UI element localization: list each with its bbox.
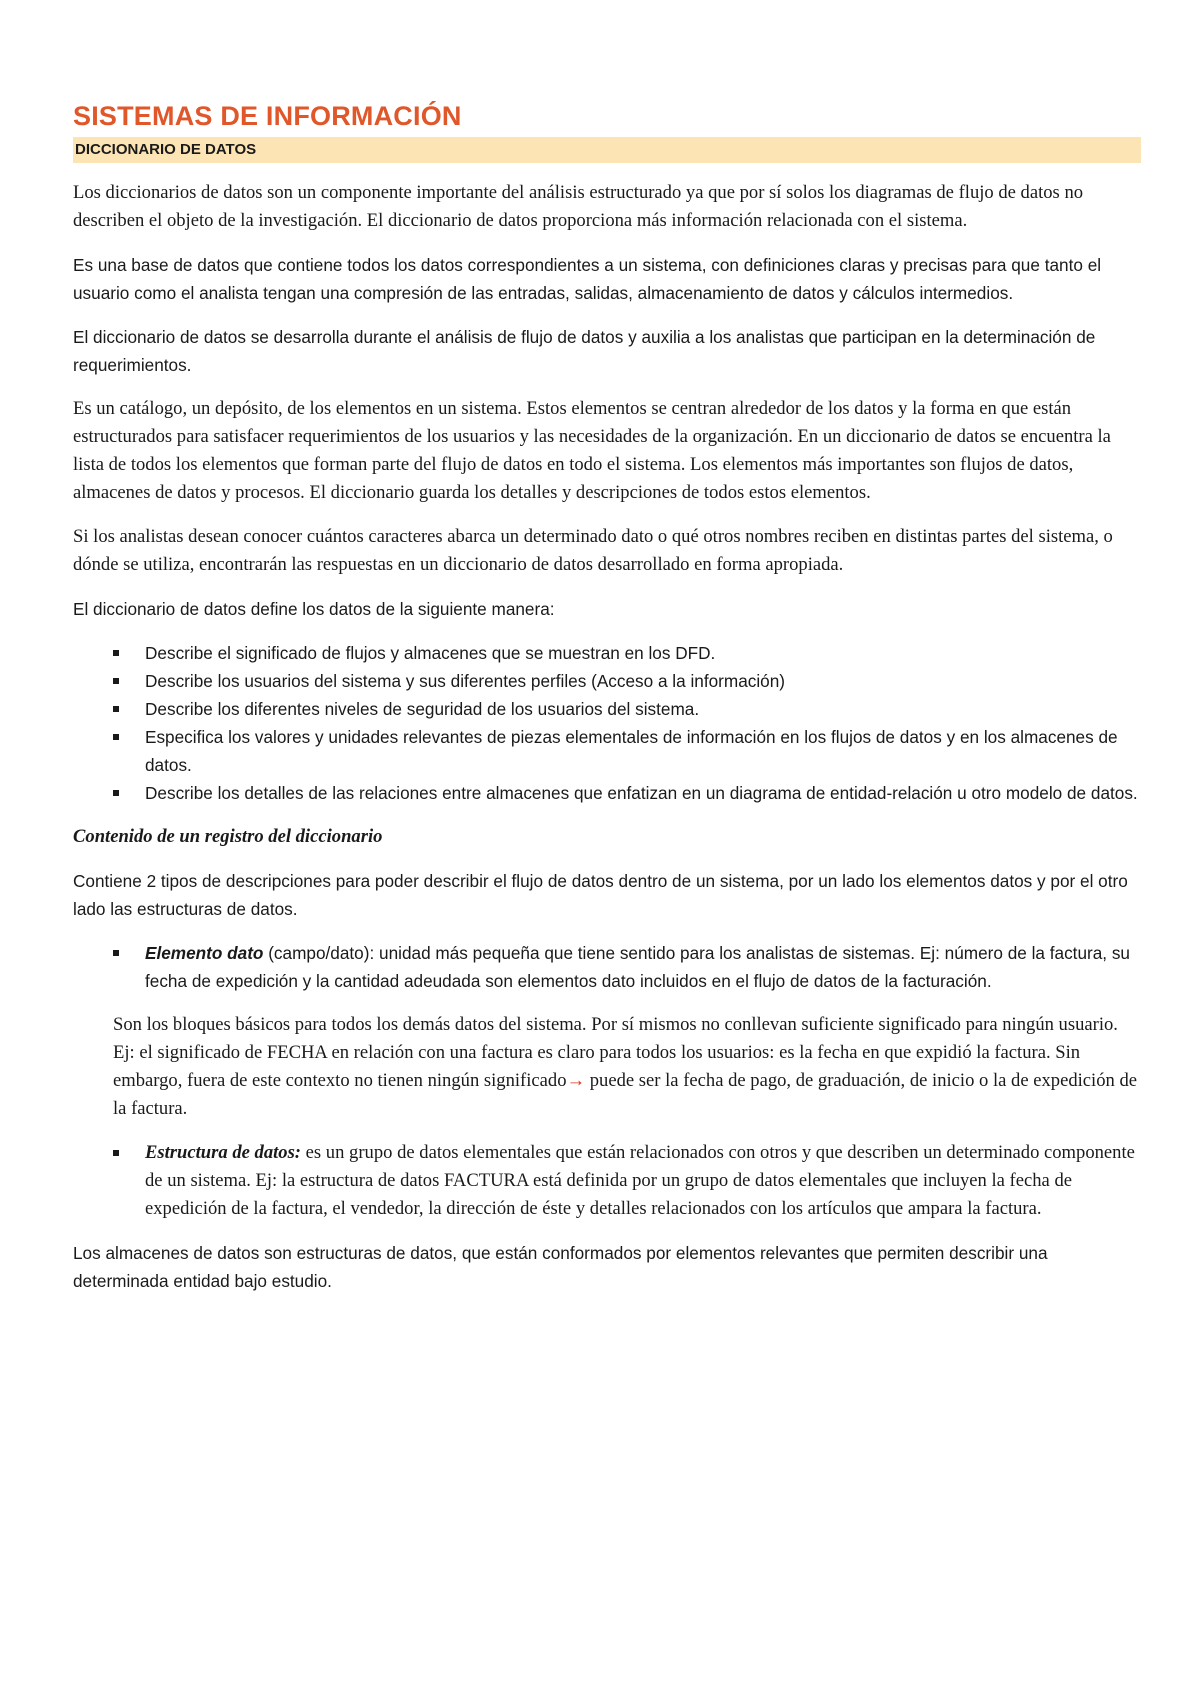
definition-list: [73, 639, 1141, 807]
list-item-estructura-datos: [73, 1139, 1141, 1223]
paragraph-definition: Es una base de datos que contiene todos los datos correspondientes a un sistema, con definiciones claras y precisas para que tanto el usuario como el analista tengan una compresión de las entradas, salidas, almacenamiento de datos y cálculos intermedios.: [73, 255, 1102, 303]
paragraph-intro: Los diccionarios de datos son un componente importante del análisis estructurado ya que por sí solos los diagramas de flujo de datos no describen el objeto de la investigación. El diccionario de datos proporciona más información relacionada con el sistema.: [73, 182, 1084, 231]
list-item: Describe los detalles de las relaciones entre almacenes que enfatizan en un diagrama de entidad-relación u otro modelo de datos.: [73, 779, 1141, 807]
paragraph-bloques: [73, 1011, 1141, 1123]
paragraph-development: El diccionario de datos se desarrolla durante el análisis de flujo de datos y auxilia a los analistas que participan en la determinación de requerimientos.: [73, 327, 1096, 375]
arrow-icon: →: [566, 1070, 586, 1091]
bloques-text-end: puede ser la fecha de pago, de graduación, de inicio o la de expedición de la factura.: [113, 1070, 1138, 1119]
estructura-list: [73, 1139, 1141, 1223]
paragraph-analysts: Si los analistas desean conocer cuántos caracteres abarca un determinado dato o qué otros nombres reciben en distintas partes del sistema, o dónde se utiliza, encontrarán las respuestas en un diccionario de datos desarrollado en forma apropiada.: [73, 526, 1113, 575]
elemento-dato-text: (campo/dato): unidad más pequeña que tiene sentido para los analistas de sistemas. Ej: número de la factura, su fecha de expedición y la cantidad adeudada son elementos dato incluidos en el flujo de datos de la facturación.: [145, 943, 1130, 991]
list-item: Describe los diferentes niveles de seguridad de los usuarios del sistema.: [73, 695, 1141, 723]
term-estructura-datos: Estructura de datos:: [145, 1142, 302, 1163]
paragraph-defines: El diccionario de datos define los datos de la siguiente manera:: [73, 599, 555, 619]
paragraph-catalog: Es un catálogo, un depósito, de los elementos en un sistema. Estos elementos se centran alrededor de los datos y la forma en que están estructurados para satisfacer requerimientos de los usuarios y las necesidades de la organización. En un diccionario de datos se encuentra la lista de todos los elementos que forman parte del flujo de datos en todo el sistema. Los elementos más importantes son flujos de datos, almacenes de datos y procesos. El diccionario guarda los detalles y descripciones de todos estos elementos.: [73, 398, 1111, 503]
paragraph-contents: Contiene 2 tipos de descripciones para poder describir el flujo de datos dentro de un sistema, por un lado los elementos datos y por el otro lado las estructuras de datos.: [73, 871, 1128, 919]
document-title: SISTEMAS DE INFORMACIÓN: [73, 101, 462, 131]
estructura-datos-text: es un grupo de datos elementales que están relacionados con otros y que describen un determinado componente de un sistema. Ej: la estructura de datos FACTURA está definida por un grupo de datos elementales que incluyen la fecha de expedición de la factura, el vendedor, la dirección de éste y detalles relacionados con los artículos que ampara la factura.: [145, 1142, 1135, 1219]
term-elemento-dato: Elemento dato: [145, 943, 264, 963]
list-item: Describe los usuarios del sistema y sus diferentes perfiles (Acceso a la información): [73, 667, 1141, 695]
subheading-registro: Contenido de un registro del diccionario: [73, 826, 383, 847]
list-item: Especifica los valores y unidades relevantes de piezas elementales de información en los flujos de datos y en los almacenes de datos.: [73, 723, 1141, 779]
bloques-text: Son los bloques básicos para todos los demás datos del sistema. Por sí mismos no conllevan suficiente significado para ningún usuario. Ej: el significado de FECHA en relación con una factura es claro para todos los usuarios: es la fecha en que expidió la factura. Sin embargo, fuera de este contexto no tienen ningún significado: [113, 1014, 1118, 1091]
list-item-elemento-dato: [73, 939, 1141, 995]
elemento-list: [73, 939, 1141, 995]
list-item: Describe el significado de flujos y almacenes que se muestran en los DFD.: [73, 639, 1141, 667]
section-heading: DICCIONARIO DE DATOS: [73, 137, 1141, 163]
document-page: [73, 98, 1141, 1311]
paragraph-almacenes: Los almacenes de datos son estructuras de datos, que están conformados por elementos relevantes que permiten describir una determinada entidad bajo estudio.: [73, 1243, 1048, 1291]
